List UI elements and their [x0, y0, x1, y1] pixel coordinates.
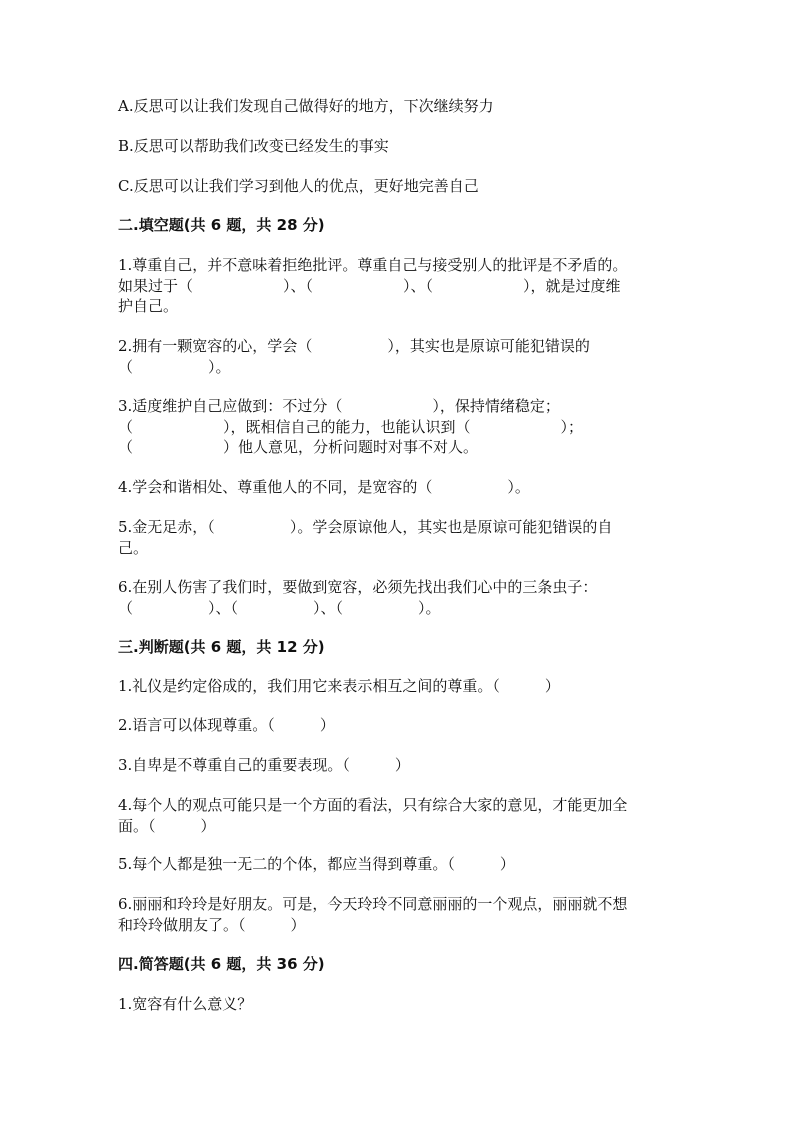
question-line: 护自己。 [118, 297, 179, 315]
question-line: （ ）、（ ）、（ ）。 [118, 599, 441, 617]
section-heading-fill-blank: 二.填空题(共 6 题，共 28 分) [118, 216, 325, 234]
question-line: （ ），既相信自己的能力，也能认识到（ ）； [118, 418, 584, 436]
judge-question-3: 3.自卑是不尊重自己的重要表现。（ ） [118, 756, 410, 774]
choice-option-b: B.反思可以帮助我们改变已经发生的事实 [118, 137, 389, 155]
choice-option-c: C.反思可以让我们学习到他人的优点，更好地完善自己 [118, 177, 479, 195]
question-line: 4.每个人的观点可能只是一个方面的看法，只有综合大家的意见，才能更加全 [118, 796, 628, 814]
question-line: 5.金无足赤，（ ）。学会原谅他人，其实也是原谅可能犯错误的自 [118, 518, 613, 536]
judge-question-5: 5.每个人都是独一无二的个体，都应当得到尊重。（ ） [118, 855, 515, 873]
question-line: 如果过于（ ）、（ ）、（ ），就是过度维 [118, 277, 621, 295]
question-line: 6.在别人伤害了我们时，要做到宽容，必须先找出我们心中的三条虫子： [118, 578, 598, 596]
short-answer-question-1: 1.宽容有什么意义？ [118, 995, 253, 1013]
question-line: 1.尊重自己，并不意味着拒绝批评。尊重自己与接受别人的批评是不矛盾的。 [118, 256, 628, 274]
question-line: 己。 [118, 539, 149, 557]
question-line: 4.学会和谐相处、尊重他人的不同，是宽容的（ ）。 [118, 478, 530, 496]
question-line: 2.拥有一颗宽容的心，学会（ ），其实也是原谅可能犯错误的 [118, 337, 590, 355]
section-heading-judge: 三.判断题(共 6 题，共 12 分) [118, 638, 325, 656]
question-line: 3.适度维护自己应做到：不过分（ ），保持情绪稳定； [118, 397, 560, 415]
question-line: （ ）他人意见，分析问题时对事不对人。 [118, 438, 479, 456]
section-heading-short-answer: 四.简答题(共 6 题，共 36 分) [118, 955, 325, 973]
question-line: 和玲玲做朋友了。（ ） [118, 916, 306, 934]
choice-option-a: A.反思可以让我们发现自己做得好的地方，下次继续努力 [118, 97, 494, 115]
question-line: （ ）。 [118, 358, 231, 376]
question-line: 6.丽丽和玲玲是好朋友。可是，今天玲玲不同意丽丽的一个观点，丽丽就不想 [118, 895, 628, 913]
question-line: 面。（ ） [118, 817, 216, 835]
judge-question-2: 2.语言可以体现尊重。（ ） [118, 716, 335, 734]
judge-question-1: 1.礼仪是约定俗成的，我们用它来表示相互之间的尊重。（ ） [118, 677, 560, 695]
